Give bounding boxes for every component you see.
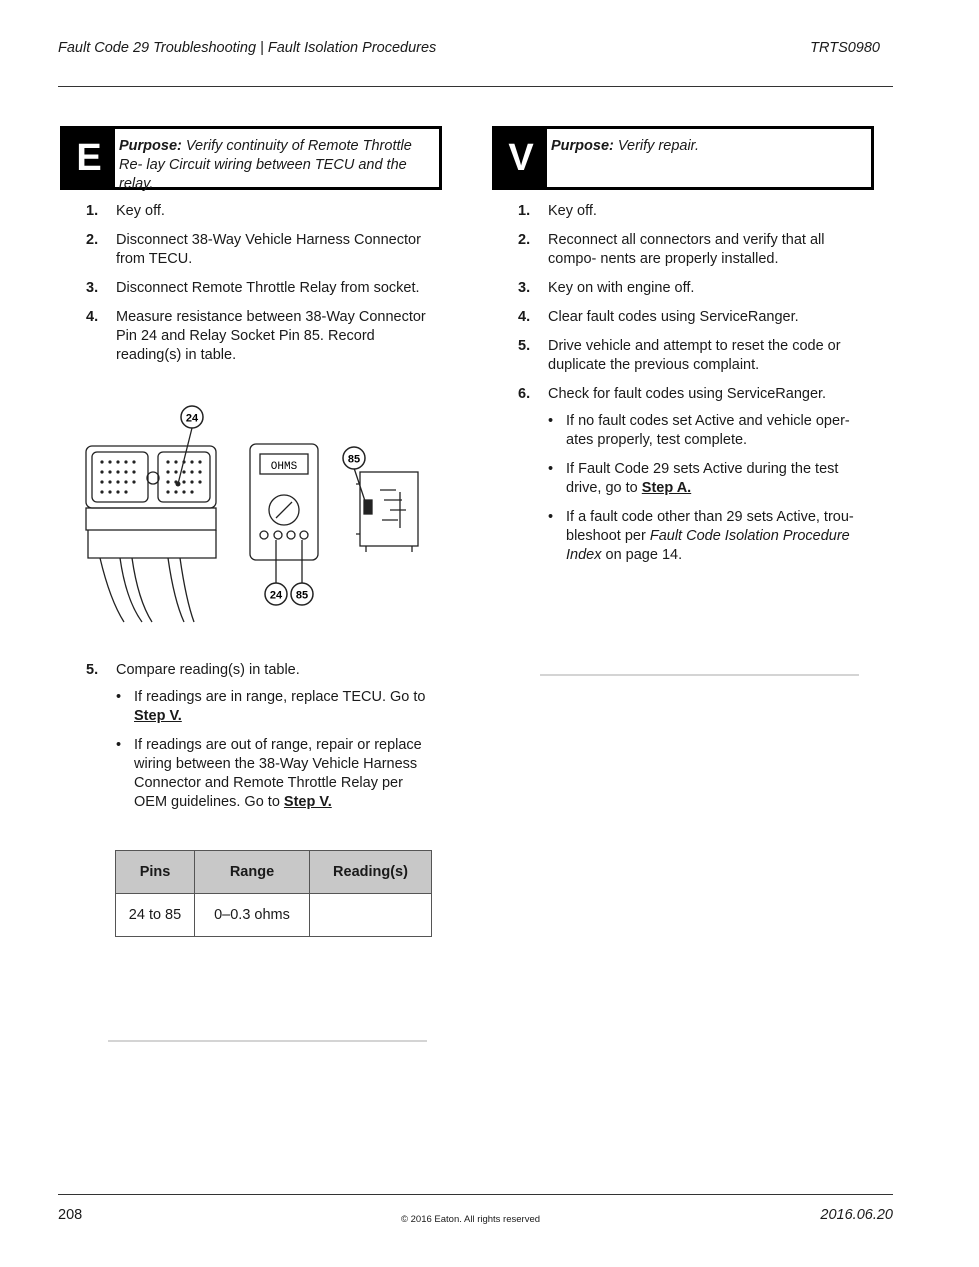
header-title: Fault Code 29 Troubleshooting | Fault Isolation Procedures (58, 40, 437, 56)
list-item (518, 308, 870, 327)
list-item (86, 279, 438, 298)
step-text: Key on with engine off. (548, 280, 695, 296)
revision-date: 2016.06.20 (820, 1207, 893, 1223)
section-divider (108, 1040, 427, 1042)
meter-display: OHMS (270, 461, 298, 473)
step-text: Key off. (116, 203, 165, 219)
table-header-row (116, 851, 432, 894)
step-e-letter: E (63, 129, 115, 187)
bullet-text: If no fault codes set Active and vehicle oper- ates properly, test complete. (566, 413, 850, 448)
step-text: Drive vehicle and attempt to reset the code or duplicate the previous complaint. (548, 338, 841, 373)
list-item (518, 202, 870, 221)
bullet-item (548, 508, 870, 565)
step-e-list-continued (86, 661, 438, 822)
step-text: Disconnect Remote Throttle Relay from socket. (116, 280, 420, 296)
bullet-text: If a fault code other than 29 sets Active, trou- bleshoot per (566, 509, 854, 544)
relay-socket (356, 472, 418, 552)
connector-38-way (86, 446, 216, 622)
list-item (518, 279, 870, 298)
step-e-header (60, 126, 442, 190)
step-number: 3. (518, 280, 531, 296)
column-header: Range (195, 851, 310, 894)
callout-label: 24 (185, 412, 199, 425)
document-id: TRTS0980 (810, 40, 880, 56)
step-text: Measure resistance between 38-Way Connector Pin 24 and Relay Socket Pin 85. Record reading(s) in table. (116, 309, 426, 363)
copyright: © 2016 Eaton. All rights reserved (401, 1214, 541, 1225)
step-text: Reconnect all connectors and verify that all compo- nents are properly installed. (548, 232, 825, 267)
purpose-text: Verify continuity of Remote Throttle Re- lay Circuit wiring between TECU and the relay. (119, 138, 412, 192)
step-v-header (492, 126, 874, 190)
column-header: Reading(s) (310, 851, 432, 894)
header-rule (58, 86, 893, 87)
table-cell: 0–0.3 ohms (195, 894, 310, 937)
step-text: Disconnect 38-Way Vehicle Harness Connector from TECU. (116, 232, 421, 267)
step-number: 1. (518, 203, 531, 219)
section-divider (540, 674, 859, 676)
list-item (86, 308, 438, 365)
bullet-text: If Fault Code 29 sets Active during the test drive, go to (566, 461, 839, 496)
step-text: Clear fault codes using ServiceRanger. (548, 309, 799, 325)
step-v-letter: V (495, 129, 547, 187)
list-item (86, 661, 438, 812)
bullet-list (548, 412, 870, 565)
bullet-item (116, 688, 438, 726)
bullet-item (116, 736, 438, 812)
list-item (518, 337, 870, 375)
list-item (86, 231, 438, 269)
step-e-purpose (119, 137, 433, 194)
callout-label: 85 (295, 589, 309, 602)
callout-label: 85 (347, 453, 361, 466)
bullet-text: If readings are out of range, repair or replace wiring between the 38-Way Vehicle Harness Connector and Remote Throttle Relay per OEM guidelines. Go to (134, 737, 422, 810)
purpose-label: Purpose: (119, 138, 182, 154)
step-number: 5. (86, 662, 99, 678)
table-row (116, 894, 432, 937)
step-number: 6. (518, 386, 531, 402)
step-a-link[interactable]: Step A. (641, 480, 692, 496)
list-item (518, 231, 870, 269)
purpose-label: Purpose: (551, 138, 614, 154)
step-number: 5. (518, 338, 531, 354)
list-item (518, 385, 870, 565)
bullet-item (548, 460, 870, 498)
step-text: Check for fault codes using ServiceRanger. (548, 386, 827, 402)
wiring-diagram (80, 400, 440, 630)
step-number: 2. (518, 232, 531, 248)
readings-table (115, 850, 432, 937)
step-number: 4. (518, 309, 531, 325)
reading-cell[interactable] (310, 894, 432, 937)
bullet-text: If readings are in range, replace TECU. Go to (134, 689, 426, 705)
step-text: Compare reading(s) in table. (116, 662, 300, 678)
step-number: 3. (86, 280, 99, 296)
step-v-link[interactable]: Step V. (283, 794, 332, 810)
footer-rule (58, 1194, 893, 1195)
index-reference: Fault Code Isolation Procedure Index (566, 528, 850, 563)
step-number: 1. (86, 203, 99, 219)
purpose-text: Verify repair. (617, 138, 699, 154)
step-v-link[interactable]: Step V. (134, 708, 182, 724)
step-number: 2. (86, 232, 99, 248)
bullet-item (548, 412, 870, 450)
page-number: 208 (58, 1207, 83, 1223)
table-cell: 24 to 85 (116, 894, 195, 937)
column-header: Pins (116, 851, 195, 894)
step-v-list (518, 202, 870, 575)
bullet-text: on page 14. (605, 547, 683, 563)
step-e-list (86, 202, 438, 375)
list-item (86, 202, 438, 221)
step-number: 4. (86, 309, 99, 325)
step-text: Key off. (548, 203, 597, 219)
step-v-purpose (551, 137, 865, 156)
callout-label: 24 (269, 589, 283, 602)
bullet-list (116, 688, 438, 812)
